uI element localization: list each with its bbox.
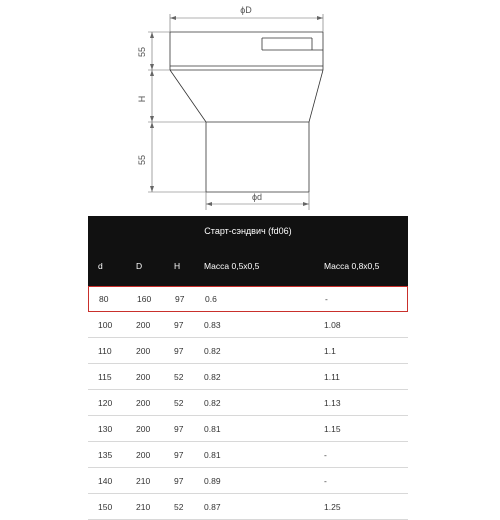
table-row (88, 286, 408, 312)
table-cell: 200 (136, 345, 151, 356)
table-cell: 0.6 (205, 294, 217, 304)
table-cell: 1.11 (324, 371, 340, 382)
table-row (88, 338, 408, 364)
dim-top-height: 55 (137, 46, 147, 58)
header-mass-08: Масса 0,8х0,5 (324, 261, 380, 271)
table-cell: 140 (98, 475, 113, 486)
table-cell: 1.13 (324, 397, 341, 408)
table-cell: 1.15 (324, 423, 341, 434)
table-cell: 115 (98, 371, 112, 382)
table-cell: 0.87 (204, 501, 221, 512)
table-cell: - (324, 449, 327, 460)
table-cell: 0.89 (204, 475, 221, 486)
table-row (88, 390, 408, 416)
specs-table (88, 216, 408, 520)
table-cell: 200 (136, 319, 151, 330)
dim-bottom-height: 55 (137, 154, 147, 166)
header-mass-05: Масса 0,5х0,5 (204, 261, 260, 271)
table-cell: 150 (98, 501, 113, 512)
table-cell: 52 (174, 501, 184, 512)
table-header-row (88, 246, 408, 286)
table-cell: 97 (174, 319, 184, 330)
table-cell: 52 (174, 371, 184, 382)
table-title: Старт-сэндвич (fd06) (88, 216, 408, 246)
dim-top-diameter: ϕD (240, 5, 252, 15)
header-d: d (98, 261, 103, 271)
technical-drawing (0, 0, 500, 215)
header-D: D (136, 261, 143, 271)
table-row (88, 364, 408, 390)
table-cell: 130 (98, 423, 113, 434)
table-cell: 1.08 (324, 319, 341, 330)
table-row (88, 494, 408, 520)
table-cell: 200 (136, 371, 151, 382)
table-cell: 0.82 (204, 345, 221, 356)
table-cell: - (324, 475, 327, 486)
table-cell: 160 (137, 294, 152, 304)
table-cell: 97 (174, 345, 184, 356)
table-cell: 0.83 (204, 319, 221, 330)
table-cell: 97 (174, 475, 184, 486)
table-cell: 210 (136, 475, 151, 486)
dim-bottom-diameter: ϕd (251, 192, 263, 202)
table-cell: 0.81 (204, 423, 221, 434)
table-cell: 97 (174, 423, 184, 434)
table-cell: 100 (98, 319, 113, 330)
table-cell: 0.81 (204, 449, 221, 460)
table-row (88, 312, 408, 338)
table-cell: 200 (136, 423, 151, 434)
table-cell: 1.25 (324, 501, 341, 512)
dim-middle-height: H (137, 95, 147, 103)
table-cell: 135 (98, 449, 113, 460)
table-cell: 0.82 (204, 397, 221, 408)
table-cell: - (325, 294, 328, 304)
table-row (88, 442, 408, 468)
table-cell: 200 (136, 397, 151, 408)
table-cell: 210 (136, 501, 151, 512)
table-row (88, 468, 408, 494)
table-cell: 97 (175, 294, 185, 304)
table-row (88, 416, 408, 442)
table-cell: 0.82 (204, 371, 221, 382)
table-cell: 80 (99, 294, 109, 304)
table-cell: 1.1 (324, 345, 336, 356)
table-cell: 200 (136, 449, 151, 460)
table-cell: 110 (98, 345, 112, 356)
header-H: H (174, 261, 181, 271)
table-cell: 52 (174, 397, 184, 408)
table-cell: 97 (174, 449, 184, 460)
table-cell: 120 (98, 397, 113, 408)
